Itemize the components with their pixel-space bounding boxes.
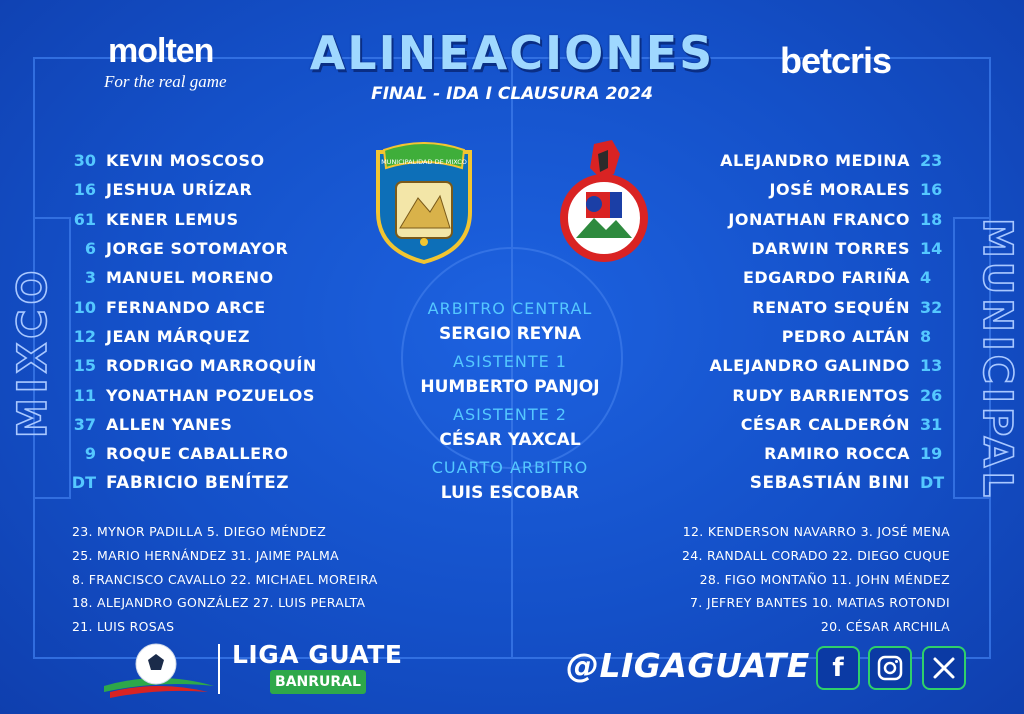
player-name: RODRIGO MARROQUÍN bbox=[106, 356, 317, 376]
player-name: YONATHAN POZUELOS bbox=[106, 385, 315, 405]
betcris-logo: betcris bbox=[780, 40, 892, 81]
player-name: JESHUA URÍZAR bbox=[106, 180, 253, 200]
player-name: DARWIN TORRES bbox=[751, 239, 910, 259]
instagram-icon[interactable] bbox=[868, 646, 912, 690]
player-number: 4 bbox=[920, 268, 932, 288]
coach-label: DT bbox=[71, 473, 96, 493]
coach-name: FABRICIO BENÍTEZ bbox=[106, 472, 290, 493]
lineup-row bbox=[710, 351, 950, 380]
player-number: 6 bbox=[84, 239, 96, 259]
player-name: PEDRO ALTÁN bbox=[781, 326, 910, 346]
player-number: 31 bbox=[920, 414, 943, 434]
lineup-row bbox=[66, 205, 317, 234]
lineup-row bbox=[710, 439, 950, 468]
player-number: 30 bbox=[73, 151, 96, 171]
substitute-line: 23. MYNOR PADILLA 5. DIEGO MÉNDEZ bbox=[72, 524, 327, 539]
player-number: 8 bbox=[920, 326, 932, 346]
player-name: RAMIRO ROCCA bbox=[764, 444, 910, 464]
lineup-row bbox=[66, 234, 317, 263]
player-name: ALEJANDRO MEDINA bbox=[720, 151, 910, 171]
molten-logo: molten bbox=[108, 32, 214, 70]
player-name: RUDY BARRIENTOS bbox=[732, 385, 910, 405]
player-number: 10 bbox=[73, 297, 96, 317]
official-role: CUARTO ARBITRO bbox=[431, 458, 589, 477]
player-name: CÉSAR CALDERÓN bbox=[740, 414, 910, 434]
coach-row bbox=[66, 468, 317, 497]
substitute-line: 12. KENDERSON NAVARRO 3. JOSÉ MENA bbox=[682, 524, 950, 539]
substitute-line: 21. LUIS ROSAS bbox=[72, 619, 175, 635]
league-sponsor-badge: BANRURAL bbox=[270, 670, 366, 694]
player-number: 15 bbox=[73, 356, 96, 376]
substitute-line: 8. FRANCISCO CAVALLO 22. MICHAEL MOREIRA bbox=[72, 571, 378, 587]
molten-tagline: For the real game bbox=[104, 72, 227, 91]
player-name: JOSÉ MORALES bbox=[769, 180, 910, 200]
league-name: LIGA GUATE bbox=[232, 640, 403, 669]
substitute-line: 20. CÉSAR ARCHILA bbox=[820, 619, 950, 635]
lineup-row bbox=[66, 292, 317, 321]
player-number: 26 bbox=[920, 385, 943, 405]
lineup-row bbox=[66, 146, 317, 175]
social-handle: @LIGAGUATE bbox=[566, 646, 810, 685]
lineup-row bbox=[66, 380, 317, 409]
liga-ball-logo-icon bbox=[104, 640, 214, 700]
player-name: JONATHAN FRANCO bbox=[728, 209, 910, 229]
lineup-row bbox=[710, 292, 950, 321]
player-name: JORGE SOTOMAYOR bbox=[106, 239, 289, 259]
player-number: 14 bbox=[920, 239, 943, 259]
substitute-line: 18. ALEJANDRO GONZÁLEZ 27. LUIS PERALTA bbox=[72, 595, 366, 611]
away-lineup bbox=[710, 146, 950, 498]
player-name: MANUEL MORENO bbox=[106, 268, 274, 288]
lineup-row bbox=[66, 175, 317, 204]
player-number: 11 bbox=[73, 385, 96, 405]
home-substitutes bbox=[72, 520, 378, 639]
lineup-row bbox=[66, 322, 317, 351]
lineup-row bbox=[710, 175, 950, 204]
match-subtitle: FINAL - IDA I CLAUSURA 2024 bbox=[371, 84, 653, 104]
page-title: ALINEACIONES bbox=[309, 26, 715, 80]
official-role: ASISTENTE 2 bbox=[453, 405, 567, 424]
player-name: ALEJANDRO GALINDO bbox=[709, 356, 910, 376]
player-name: KEVIN MOSCOSO bbox=[106, 151, 265, 171]
footer-divider bbox=[218, 644, 220, 694]
lineup-row bbox=[710, 380, 950, 409]
substitute-line: 24. RANDALL CORADO 22. DIEGO CUQUE bbox=[681, 547, 950, 563]
player-number: 3 bbox=[84, 268, 96, 288]
coach-name: SEBASTIÁN BINI bbox=[749, 472, 910, 493]
coach-label: DT bbox=[920, 473, 945, 493]
mixco-crest-icon bbox=[370, 142, 478, 264]
player-number: 37 bbox=[73, 414, 96, 434]
player-number: 13 bbox=[920, 356, 943, 376]
lineup-row bbox=[66, 410, 317, 439]
player-number: 16 bbox=[920, 180, 943, 200]
player-number: 23 bbox=[920, 151, 943, 171]
player-name: RENATO SEQUÉN bbox=[752, 297, 910, 317]
official-name: LUIS ESCOBAR bbox=[440, 483, 580, 503]
lineup-row bbox=[710, 146, 950, 175]
lineup-row bbox=[66, 351, 317, 380]
official-name: HUMBERTO PANJOJ bbox=[420, 377, 600, 397]
municipal-crest-icon bbox=[550, 134, 658, 264]
lineup-row bbox=[710, 205, 950, 234]
player-number: 32 bbox=[920, 297, 943, 317]
lineup-row bbox=[66, 263, 317, 292]
lineup-row bbox=[710, 263, 950, 292]
away-substitutes bbox=[682, 520, 950, 639]
player-name: FERNANDO ARCE bbox=[106, 297, 266, 317]
player-name: ROQUE CABALLERO bbox=[106, 444, 289, 464]
substitute-line: 7. JEFREY BANTES 10. MATIAS ROTONDI bbox=[690, 595, 950, 611]
player-number: 9 bbox=[84, 444, 96, 464]
player-name: ALLEN YANES bbox=[106, 414, 233, 434]
official-role: ASISTENTE 1 bbox=[453, 352, 567, 371]
player-name: KENER LEMUS bbox=[106, 209, 239, 229]
lineup-row bbox=[710, 234, 950, 263]
official-role: ARBITRO CENTRAL bbox=[427, 299, 593, 318]
x-icon[interactable] bbox=[922, 646, 966, 690]
lineup-row bbox=[710, 410, 950, 439]
lineup-row bbox=[710, 322, 950, 351]
official-name: SERGIO REYNA bbox=[439, 324, 581, 344]
player-name: JEAN MÁRQUEZ bbox=[106, 326, 250, 346]
home-team-name: MIXCO bbox=[10, 265, 56, 438]
home-lineup bbox=[66, 146, 317, 498]
player-number: 16 bbox=[73, 180, 96, 200]
player-number: 18 bbox=[920, 209, 943, 229]
away-team-name: MUNICIPAL bbox=[974, 218, 1020, 501]
facebook-icon[interactable]: f bbox=[816, 646, 860, 690]
coach-row bbox=[710, 468, 950, 497]
mixco-crest-text: MUNICIPALIDAD DE MIXCO bbox=[381, 158, 467, 166]
substitute-line: 25. MARIO HERNÁNDEZ 31. JAIME PALMA bbox=[72, 547, 339, 563]
lineup-row bbox=[66, 439, 317, 468]
official-name: CÉSAR YAXCAL bbox=[439, 430, 581, 450]
player-number: 61 bbox=[73, 209, 96, 229]
player-number: 12 bbox=[73, 326, 96, 346]
match-officials bbox=[360, 297, 660, 509]
player-name: EDGARDO FARIÑA bbox=[742, 268, 910, 288]
player-number: 19 bbox=[920, 444, 943, 464]
substitute-line: 28. FIGO MONTAÑO 11. JOHN MÉNDEZ bbox=[699, 571, 950, 587]
